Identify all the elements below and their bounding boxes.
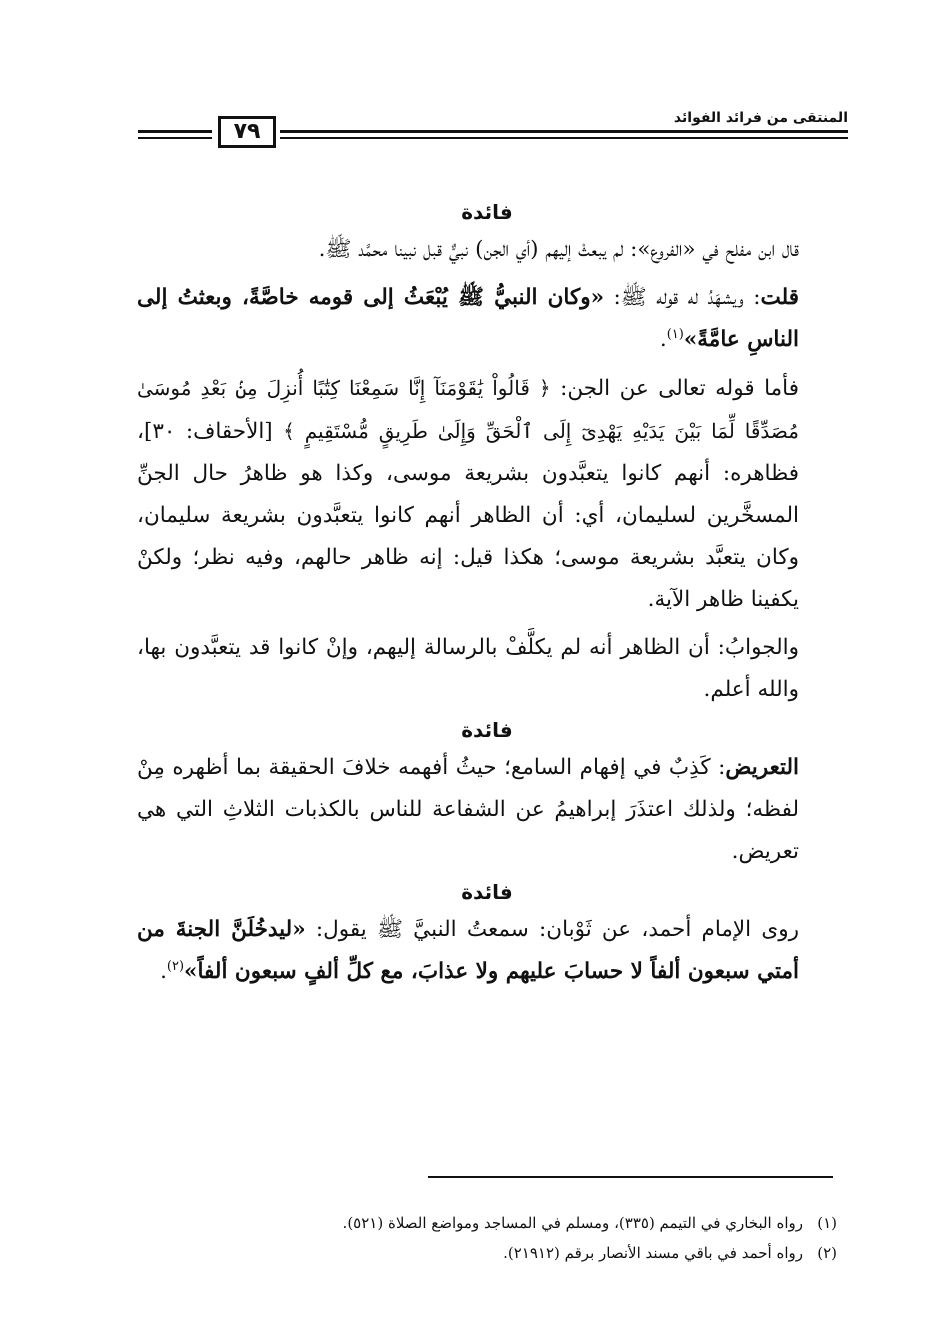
paragraph-qultu	[137, 277, 837, 361]
section-heading: فائدة	[461, 718, 513, 742]
footnote-ref-1: (١)	[666, 326, 684, 342]
page-body	[137, 195, 837, 999]
text: روى الإمام أحمد، عن ثَوْبان: سمعتُ النبيَّ ﷺ يقول:	[305, 917, 799, 942]
footnote-number: (١)	[817, 1214, 837, 1232]
page-header	[138, 100, 848, 150]
text: فأما قوله تعالى عن الجن:	[550, 376, 799, 401]
verse-citation: [الأحقاف: ٣٠]،	[137, 419, 284, 444]
hadith-quote: «ليدخُلَنَّ الجنةَ من أمتي سبعون ألفاً لا حسابَ عليهم ولا عذابَ، مع كلِّ ألفٍ سبعون ألفاً»	[137, 917, 799, 984]
quran-verse: ﴿ قَالُواْ يَٰقَوْمَنَآ إِنَّا سَمِعْنَا كِتَٰبًا أُنزِلَ مِنۢ بَعْدِ مُوسَىٰ مُصَدِّقًا لِّمَا بَيْنَ يَدَيْهِ يَهْدِىٓ إِلَى ٱلْحَقِّ وَإِلَىٰ طَرِيقٍ مُّسْتَقِيمٍ ﴾	[137, 376, 799, 443]
text: : ويشهَدُ له قوله ﷺ:	[604, 285, 761, 310]
lead-word: قلت	[760, 285, 799, 310]
section-heading: فائدة	[461, 200, 513, 224]
header-rule-left-bottom	[138, 137, 212, 139]
footnote-ref-2: (٢)	[166, 958, 185, 974]
footnote-separator	[428, 1176, 833, 1178]
footnotes	[137, 1208, 837, 1268]
text: .	[659, 327, 667, 352]
paragraph-jinn-verse	[137, 367, 837, 621]
footnote-number: (٢)	[817, 1244, 837, 1262]
lead-word: التعريض	[725, 755, 799, 780]
header-rule-right-bottom	[280, 137, 848, 139]
text: .	[160, 959, 167, 984]
footnote	[137, 1208, 837, 1238]
footnote-text: رواه أحمد في باقي مسند الأنصار برقم (٢١٩١٢).	[503, 1244, 803, 1262]
header-rule-right-top	[280, 130, 848, 133]
page-number: ٧٩	[218, 116, 276, 148]
text: فظاهره: أنهم كانوا يتعبَّدون بشريعة موسى، وكذا هو ظاهرُ حال الجنِّ المسخَّرين لسليمان، أي: أن الظاهر أنهم كانوا يتعبَّدون بشريعة سليمان، وكان يتعبَّد بشريعة موسى؛ هكذا قيل: إنه ظاهر حالهم، وفيه نظر؛ ولكنْ يكفينا ظاهر الآية.	[137, 461, 799, 612]
footnote-text: رواه البخاري في التيمم (٣٣٥)، ومسلم في المساجد ومواضع الصلاة (٥٢١).	[342, 1214, 803, 1232]
running-title: المنتقى من فرائد الفوائد	[673, 110, 848, 126]
paragraph-ibn-muflih: قال ابن مفلح في «الفروع»: لم يبعثْ إليهم (أي الجن) نبيٌّ قبل نبينا محمَّد ﷺ.	[318, 237, 799, 262]
paragraph-answer: والجوابُ: أن الظاهر أنه لم يكلَّفْ بالرسالة إليهم، وإنْ كانوا قد يتعبَّدون بها، والله أعلم.	[137, 635, 799, 702]
text: : كَذِبٌ في إفهام السامع؛ حيثُ أفهمه خلافَ الحقيقة بما أظهره مِنْ لفظه؛ ولذلك اعتذَرَ إبراهيمُ عن الشفاعة للناس بالكذبات الثلاثِ التي هي تعريض.	[137, 755, 799, 864]
paragraph-thawban	[137, 909, 837, 993]
paragraph-tarid	[137, 747, 837, 873]
hadith-quote: «وكان النبيُّ ﷺ يُبْعَثُ إلى قومه خاصَّةً، وبعثتُ إلى الناسِ عامَّةً»	[137, 285, 799, 352]
footnote	[137, 1238, 837, 1268]
header-rule-left-top	[138, 130, 212, 133]
section-heading: فائدة	[461, 880, 513, 904]
